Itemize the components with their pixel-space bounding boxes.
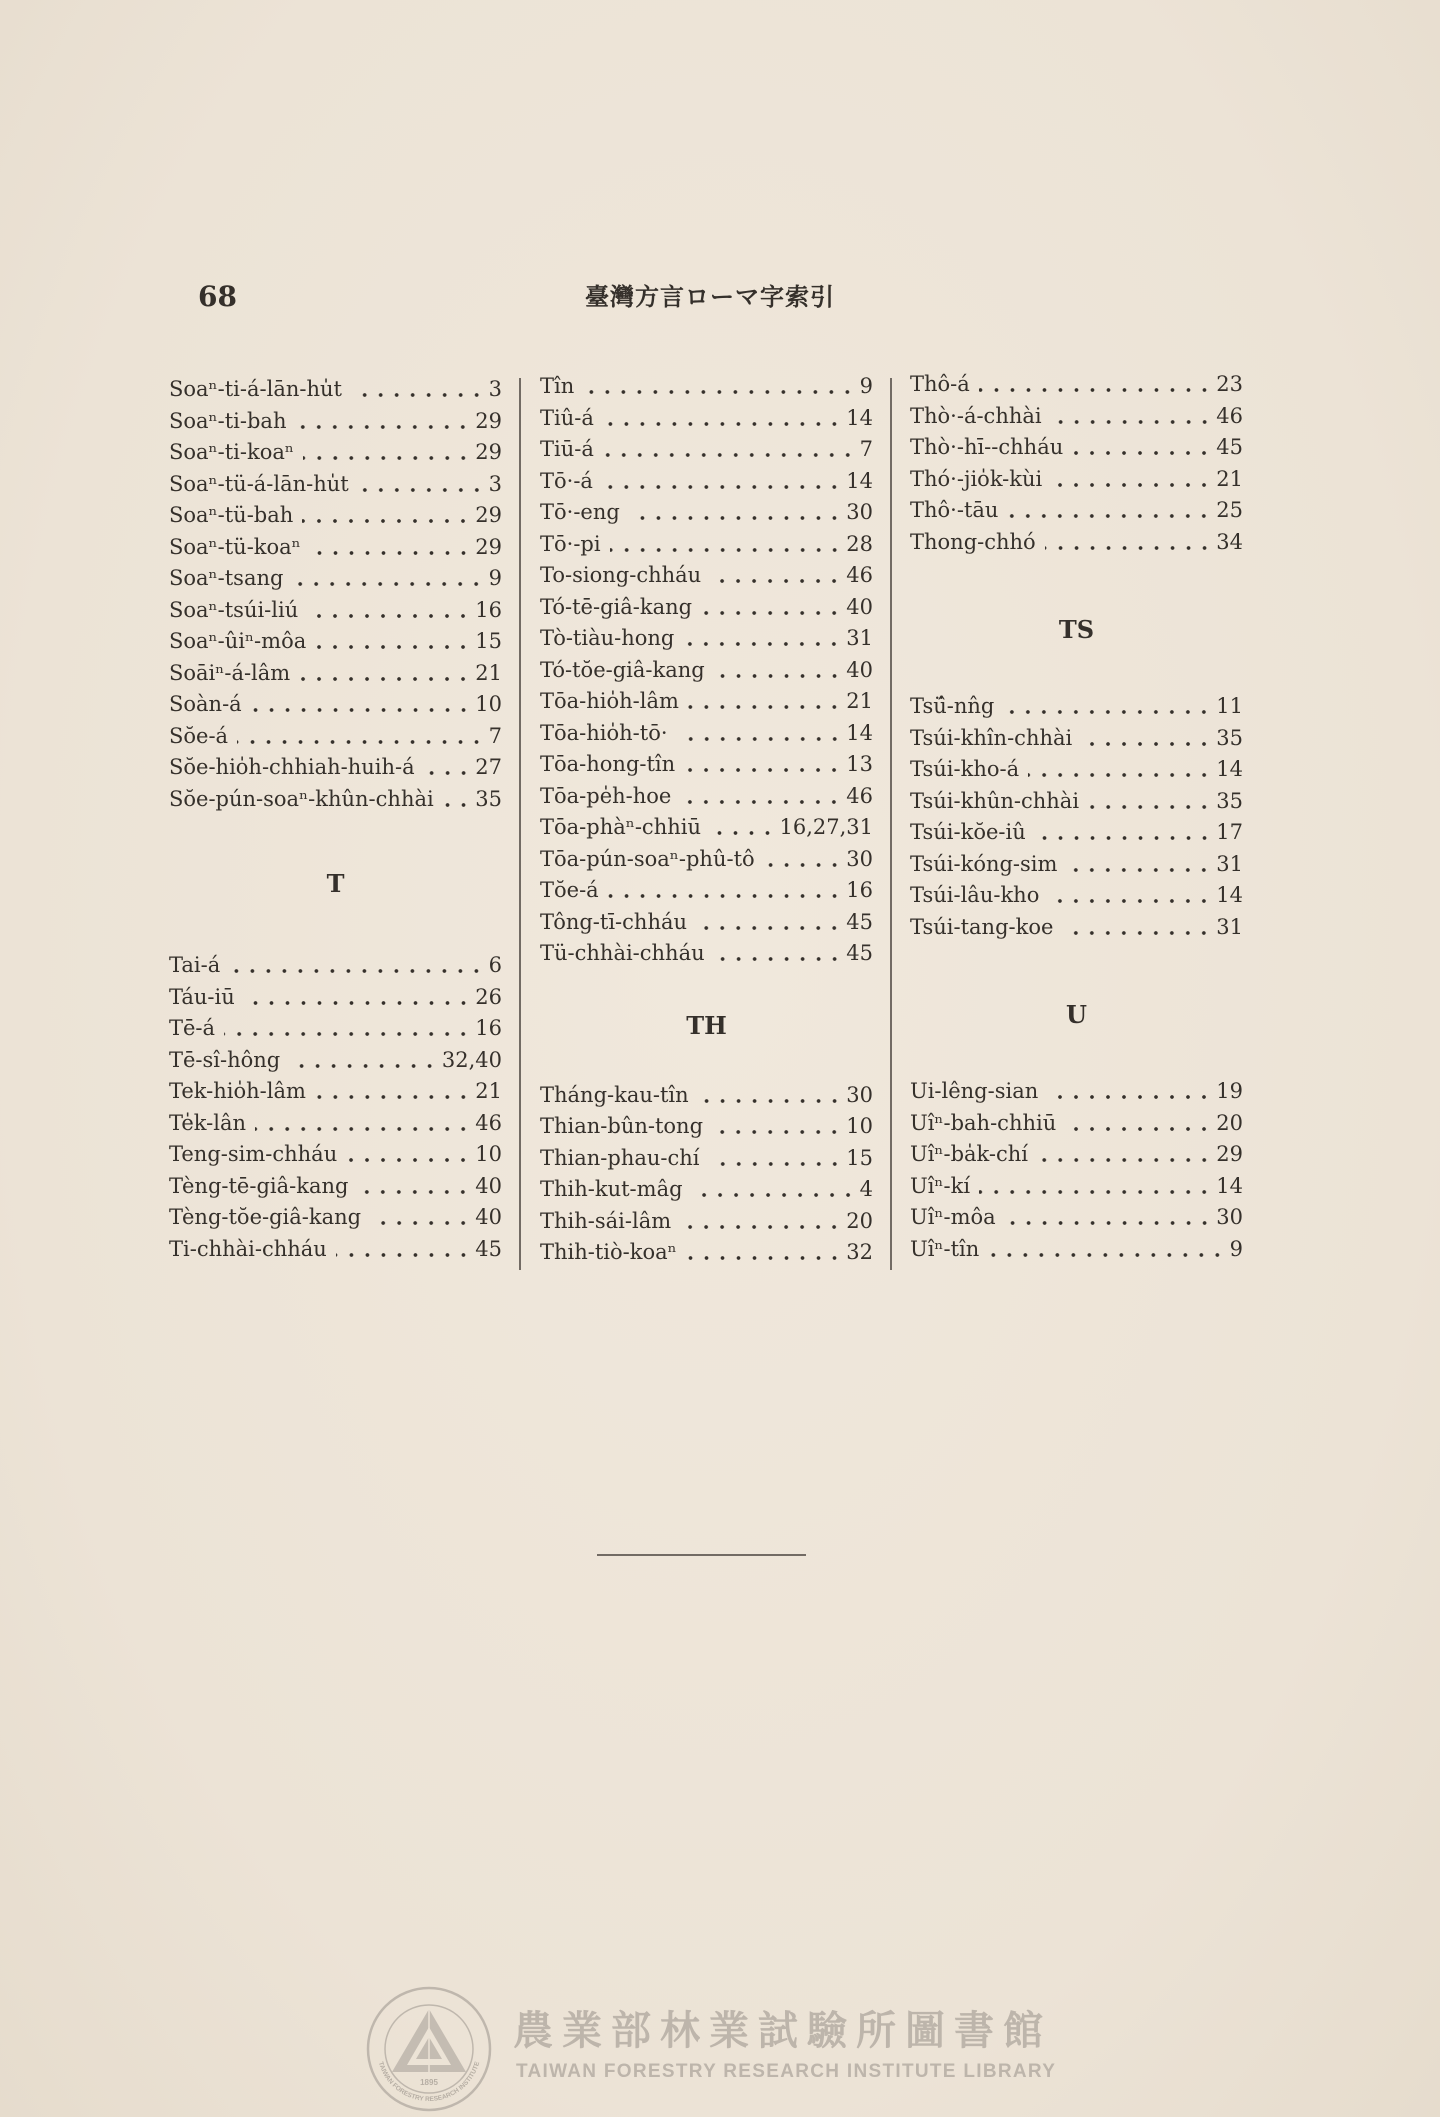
index-entry <box>169 1139 502 1171</box>
dot-leader <box>692 1174 856 1206</box>
index-column-2 <box>540 371 873 1269</box>
index-entry <box>910 527 1243 559</box>
index-term: Táu-iū <box>169 984 235 1009</box>
index-entry <box>910 723 1243 755</box>
index-term: Tō·-eng <box>540 500 620 524</box>
page-reference: 27 <box>475 755 502 779</box>
index-entry <box>540 686 873 718</box>
dot-leader <box>244 982 472 1014</box>
page-reference: 30 <box>1216 1205 1243 1229</box>
page-reference: 46 <box>846 783 873 808</box>
index-term: Tò-tiàu-hong <box>540 626 675 650</box>
index-term: Sŏe-á <box>169 723 229 748</box>
seal-year: 1895 <box>420 2078 438 2087</box>
page-reference: 34 <box>1216 529 1243 554</box>
index-entry <box>910 691 1243 723</box>
dot-leader <box>629 497 842 529</box>
index-entry <box>540 529 873 561</box>
dot-leader <box>1088 786 1212 818</box>
page-reference: 26 <box>475 984 502 1009</box>
index-term: Tsü̂-nn̂g <box>910 694 995 718</box>
index-term: Soaⁿ-tsúi-liú <box>169 597 299 622</box>
index-term: Thih-tiò-koaⁿ <box>540 1240 677 1264</box>
index-entry <box>540 497 873 529</box>
dot-leader <box>1003 691 1212 723</box>
dot-leader <box>603 434 856 466</box>
index-entry <box>910 1234 1243 1266</box>
page-reference: 25 <box>1216 498 1243 522</box>
page-reference: 31 <box>1216 914 1243 939</box>
dot-leader <box>698 1080 843 1112</box>
dot-leader <box>303 437 471 469</box>
page-reference: 14 <box>1216 883 1243 907</box>
index-term: Thô-á <box>910 372 970 396</box>
dot-leader <box>1035 817 1213 849</box>
page-reference: 9 <box>488 566 502 590</box>
page-reference: 35 <box>1216 788 1243 813</box>
page-reference: 17 <box>1216 820 1243 844</box>
page-reference: 9 <box>859 374 873 398</box>
page-reference: 28 <box>846 531 873 556</box>
index-term: Thih-sái-lâm <box>540 1208 672 1233</box>
index-term: Soaⁿ-ti-bah <box>169 408 287 433</box>
index-term: Tháng-kau-tîn <box>540 1082 689 1107</box>
index-entry <box>910 1171 1243 1203</box>
page-reference: 30 <box>846 846 873 871</box>
index-entry <box>540 1111 873 1143</box>
index-term: Thó·-jio̍k-kùi <box>910 466 1043 491</box>
index-column-3 <box>910 369 1243 1265</box>
index-entry <box>169 469 502 501</box>
dot-leader <box>1028 754 1212 786</box>
dot-leader <box>1048 880 1212 912</box>
dot-leader <box>764 844 843 876</box>
dot-leader <box>1062 912 1212 944</box>
page-reference: 40 <box>846 594 873 619</box>
dot-leader <box>315 626 471 658</box>
page-reference: 20 <box>846 1208 873 1233</box>
page-reference: 21 <box>846 689 873 713</box>
dot-leader <box>237 721 485 753</box>
index-entry <box>169 1045 502 1077</box>
index-entry <box>169 658 502 690</box>
page-reference: 3 <box>488 471 502 496</box>
index-term: Tai-á <box>169 953 221 977</box>
index-term: Tó-tŏe-giâ-kang <box>540 657 705 682</box>
dot-leader <box>1072 432 1212 464</box>
index-entry <box>169 689 502 721</box>
page-reference: 15 <box>846 1145 873 1170</box>
index-term: Soaⁿ-ti-koaⁿ <box>169 440 294 464</box>
index-term: To-siong-chháu <box>540 563 702 587</box>
page-reference: 30 <box>846 500 873 524</box>
page-reference: 14 <box>1216 1173 1243 1198</box>
dot-leader <box>1065 1108 1212 1140</box>
dot-leader <box>602 466 842 498</box>
page-reference: 9 <box>1229 1236 1243 1261</box>
index-entry <box>910 912 1243 944</box>
dot-leader <box>684 749 842 781</box>
dot-leader <box>680 1206 842 1238</box>
dot-leader <box>229 950 484 982</box>
index-term: Thih-kut-mâg <box>540 1177 683 1201</box>
index-entry <box>540 1237 873 1269</box>
index-term: Soaⁿ-tü-koaⁿ <box>169 534 301 559</box>
running-title: 臺灣方言ローマ字索引 <box>585 282 835 311</box>
forestry-institute-seal-icon <box>365 1985 493 2113</box>
index-term: Tek-hio̍h-lâm <box>169 1079 306 1103</box>
page-reference: 21 <box>1216 466 1243 491</box>
dot-leader <box>979 1171 1212 1203</box>
index-term: Tsúi-kŏe-iû <box>910 820 1026 844</box>
index-entry <box>169 1234 502 1266</box>
index-entry <box>540 655 873 687</box>
index-term: Sŏe-pún-soaⁿ-khûn-chhài <box>169 786 434 811</box>
dot-leader <box>295 406 471 438</box>
index-term: Uîⁿ-bah-chhiū <box>910 1110 1057 1135</box>
index-entry <box>169 563 502 595</box>
dot-leader <box>979 369 1212 401</box>
index-term: Soàn-á <box>169 692 242 716</box>
index-entry <box>169 950 502 982</box>
index-entry <box>540 1174 873 1206</box>
dot-leader <box>686 1237 843 1269</box>
dot-leader <box>583 371 855 403</box>
page-reference: 3 <box>488 377 502 401</box>
index-term: Thô·-tāu <box>910 498 999 522</box>
index-term: Thian-bûn-tong <box>540 1114 704 1138</box>
dot-leader <box>443 784 472 816</box>
index-term: Sŏe-hio̍h-chhiah-huih-á <box>169 755 415 779</box>
dot-leader <box>224 1013 471 1045</box>
page-reference: 45 <box>846 941 873 965</box>
index-entry <box>910 1139 1243 1171</box>
page-reference: 29 <box>475 408 502 433</box>
letter-heading: TS <box>1058 615 1095 644</box>
page-reference: 30 <box>846 1082 873 1107</box>
index-term: Tông-tī-chháu <box>540 909 688 934</box>
index-term: Soāiⁿ-á-lâm <box>169 660 291 685</box>
dot-leader <box>424 752 472 784</box>
index-entry <box>910 464 1243 496</box>
page-reference: 11 <box>1216 694 1243 718</box>
index-entry <box>910 880 1243 912</box>
index-entry <box>910 401 1243 433</box>
index-term: Soaⁿ-tü-bah <box>169 503 294 527</box>
dot-leader <box>302 500 471 532</box>
page-reference: 7 <box>488 723 502 748</box>
page-reference: 16 <box>475 597 502 622</box>
index-entry <box>540 1080 873 1112</box>
index-entry <box>540 844 873 876</box>
index-term: Tsúi-kho-á <box>910 757 1020 781</box>
index-term: Uîⁿ-ba̍k-chí <box>910 1142 1029 1166</box>
index-entry <box>540 466 873 498</box>
index-term: Tōa-phàⁿ-chhiū <box>540 815 701 839</box>
index-term: Soaⁿ-tü-á-lān-hu̍t <box>169 471 349 496</box>
page-reference: 29 <box>475 534 502 559</box>
letter-heading: U <box>1066 1000 1087 1029</box>
index-term: Teng-sim-chháu <box>169 1142 338 1166</box>
index-term: Soaⁿ-tsang <box>169 566 284 590</box>
dot-leader <box>351 374 485 406</box>
index-entry <box>169 752 502 784</box>
index-entry <box>540 749 873 781</box>
index-entry <box>910 1108 1243 1140</box>
page-reference: 15 <box>475 629 502 653</box>
index-entry <box>169 500 502 532</box>
page-reference: 4 <box>859 1177 873 1201</box>
page-reference: 21 <box>475 660 502 685</box>
index-entry <box>910 1202 1243 1234</box>
dot-leader <box>683 623 842 655</box>
dot-leader <box>608 875 843 907</box>
end-rule <box>597 1554 806 1556</box>
dot-leader <box>370 1202 471 1234</box>
index-entry <box>540 907 873 939</box>
page-reference: 29 <box>475 440 502 464</box>
page-reference: 21 <box>475 1079 502 1103</box>
index-term: Tōa-hio̍h-lâm <box>540 689 679 713</box>
index-term: Thò·-hī--chháu <box>910 435 1064 459</box>
page-reference: 16 <box>475 1016 502 1040</box>
index-entry <box>169 1076 502 1108</box>
page-reference: 6 <box>488 953 502 977</box>
column-divider <box>890 378 892 1270</box>
dot-leader <box>701 592 842 624</box>
dot-leader <box>1081 723 1212 755</box>
index-entry <box>540 718 873 750</box>
index-entry <box>910 817 1243 849</box>
index-term: Tèng-tē-giâ-kang <box>169 1173 349 1198</box>
page-reference: 45 <box>846 909 873 934</box>
index-entry <box>169 374 502 406</box>
dot-leader <box>1047 1076 1212 1108</box>
index-entry <box>910 1076 1243 1108</box>
dot-leader <box>358 469 485 501</box>
page-reference: 14 <box>846 720 873 745</box>
index-term: Tō·-á <box>540 468 593 493</box>
index-term: Uîⁿ-kí <box>910 1173 971 1198</box>
dot-leader <box>1066 849 1212 881</box>
index-term: Tîn <box>540 374 575 398</box>
index-entry <box>540 938 873 970</box>
page-reference: 32 <box>846 1240 873 1264</box>
dot-leader <box>251 689 472 721</box>
page-reference: 16,27,31 <box>779 815 873 839</box>
dot-leader <box>680 781 842 813</box>
page-reference: 14 <box>1216 757 1243 781</box>
page-reference: 23 <box>1216 372 1243 396</box>
dot-leader <box>1005 1202 1213 1234</box>
index-term: Tsúi-lâu-kho <box>910 883 1040 907</box>
page-reference: 7 <box>859 437 873 461</box>
column-divider <box>519 378 521 1270</box>
dot-leader <box>1037 1139 1212 1171</box>
page-reference: 29 <box>1216 1142 1243 1166</box>
index-entry <box>169 982 502 1014</box>
index-entry <box>169 1013 502 1045</box>
index-term: Tiû-á <box>540 405 594 430</box>
dot-leader <box>1007 495 1212 527</box>
dot-leader <box>988 1234 1225 1266</box>
page-reference: 20 <box>1216 1110 1243 1135</box>
dot-leader <box>603 403 842 435</box>
page-reference: 35 <box>1216 725 1243 750</box>
page-reference: 46 <box>1216 403 1243 428</box>
index-entry <box>540 875 873 907</box>
index-entry <box>540 592 873 624</box>
page-reference: 19 <box>1216 1079 1243 1103</box>
index-term: Tiū-á <box>540 437 594 461</box>
index-term: Uîⁿ-môa <box>910 1205 996 1229</box>
index-entry <box>169 1202 502 1234</box>
index-term: Tē-sî-hông <box>169 1047 281 1072</box>
dot-leader <box>714 938 843 970</box>
library-name-chinese: 農業部林業試驗所圖書館 <box>513 2008 1052 2054</box>
index-entry <box>540 812 873 844</box>
dot-leader <box>714 655 843 687</box>
index-term: Te̍k-lân <box>169 1110 247 1135</box>
index-entry <box>910 495 1243 527</box>
page-reference: 31 <box>1216 851 1243 876</box>
page-reference: 46 <box>846 563 873 587</box>
index-term: Tōa-pún-soaⁿ-phû-tô <box>540 846 755 871</box>
page-reference: 14 <box>846 405 873 430</box>
index-term: Tē-á <box>169 1016 216 1040</box>
index-term: Tsúi-kóng-sim <box>910 851 1058 876</box>
index-entry <box>169 437 502 469</box>
dot-leader <box>677 718 843 750</box>
dot-leader <box>289 1045 438 1077</box>
index-entry <box>540 781 873 813</box>
index-entry <box>910 432 1243 464</box>
index-entry <box>169 406 502 438</box>
dot-leader <box>307 595 471 627</box>
index-entry <box>540 1206 873 1238</box>
dot-leader <box>315 1076 471 1108</box>
dot-leader <box>310 532 472 564</box>
dot-leader <box>1051 464 1212 496</box>
dot-leader <box>346 1139 471 1171</box>
dot-leader <box>710 560 842 592</box>
index-term: Tsúi-tang-koe <box>910 914 1054 939</box>
page-reference: 46 <box>475 1110 502 1135</box>
index-entry <box>540 560 873 592</box>
index-term: Ui-lêng-sian <box>910 1079 1039 1103</box>
letter-heading: TH <box>686 1010 727 1040</box>
index-entry <box>540 623 873 655</box>
index-term: Uîⁿ-tîn <box>910 1236 980 1261</box>
page-reference: 16 <box>846 878 873 902</box>
dot-leader <box>299 658 471 690</box>
dot-leader <box>255 1108 471 1140</box>
index-column-1 <box>169 374 502 1265</box>
page-reference: 10 <box>475 692 502 716</box>
page-reference: 10 <box>475 1142 502 1166</box>
dot-leader <box>610 529 843 561</box>
index-term: Thian-phau-chí <box>540 1145 700 1170</box>
dot-leader <box>712 1111 842 1143</box>
index-term: Tōa-hong-tîn <box>540 752 676 776</box>
index-term: Tōa-pe̍h-hoe <box>540 783 672 808</box>
index-entry <box>169 721 502 753</box>
index-entry <box>910 786 1243 818</box>
index-term: Thò·-á-chhài <box>910 403 1042 428</box>
index-term: Tsúi-khîn-chhài <box>910 725 1073 750</box>
page-reference: 45 <box>475 1236 502 1261</box>
page-reference: 45 <box>1216 435 1243 459</box>
page-reference: 40 <box>846 657 873 682</box>
page-reference: 10 <box>846 1114 873 1138</box>
seal-ring-text: TAIWAN FORESTRY RESEARCH INSTITUTE <box>376 2060 482 2104</box>
index-term: Soaⁿ-ti-á-lān-hu̍t <box>169 377 342 401</box>
index-entry <box>169 1171 502 1203</box>
index-entry <box>910 849 1243 881</box>
index-entry <box>540 371 873 403</box>
page-reference: 29 <box>475 503 502 527</box>
dot-leader <box>710 812 775 844</box>
index-term: Thong-chhó <box>910 529 1036 554</box>
page-reference: 14 <box>846 468 873 493</box>
index-entry <box>169 532 502 564</box>
library-name-english: TAIWAN FORESTRY RESEARCH INSTITUTE LIBRARY <box>516 2061 1057 2082</box>
index-entry <box>169 1108 502 1140</box>
page-reference: 13 <box>846 752 873 776</box>
index-entry <box>540 434 873 466</box>
page-reference: 32,40 <box>441 1047 502 1072</box>
page-reference: 40 <box>475 1205 502 1229</box>
dot-leader <box>292 563 484 595</box>
index-term: Tsúi-khûn-chhài <box>910 788 1080 813</box>
index-term: Tó-tē-giâ-kang <box>540 594 693 619</box>
page-reference: 40 <box>475 1173 502 1198</box>
page-reference: 31 <box>846 626 873 650</box>
page-number: 68 <box>198 280 237 313</box>
index-term: Tō·-pi <box>540 531 601 556</box>
index-term: Tèng-tŏe-giâ-kang <box>169 1205 362 1229</box>
index-term: Soaⁿ-ûiⁿ-môa <box>169 629 307 653</box>
dot-leader <box>336 1234 471 1266</box>
index-entry <box>910 754 1243 786</box>
index-term: Tōa-hio̍h-tō· <box>540 720 668 745</box>
dot-leader <box>1045 527 1213 559</box>
page-reference: 35 <box>475 786 502 811</box>
index-entry <box>169 626 502 658</box>
index-term: Tü-chhài-chháu <box>540 941 705 965</box>
index-entry <box>169 595 502 627</box>
index-term: Ti-chhài-chháu <box>169 1236 327 1261</box>
dot-leader <box>357 1171 471 1203</box>
letter-heading: T <box>326 869 345 898</box>
index-entry <box>540 403 873 435</box>
index-entry <box>910 369 1243 401</box>
index-entry <box>540 1143 873 1175</box>
dot-leader <box>696 907 842 939</box>
dot-leader <box>709 1143 843 1175</box>
index-entry <box>169 784 502 816</box>
index-term: Tŏe-á <box>540 878 599 902</box>
dot-leader <box>688 686 842 718</box>
dot-leader <box>1051 401 1213 433</box>
